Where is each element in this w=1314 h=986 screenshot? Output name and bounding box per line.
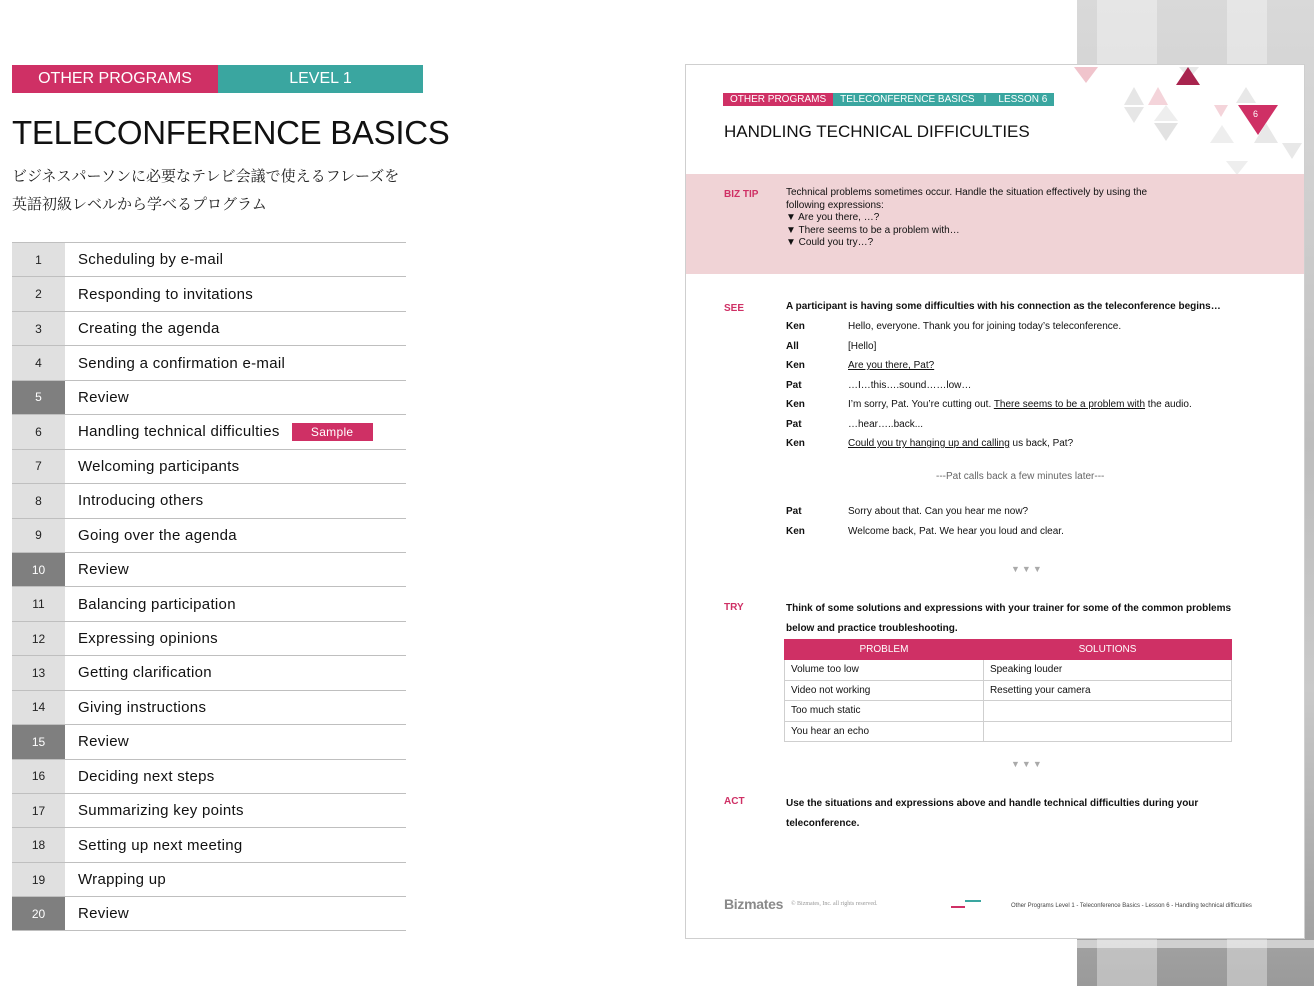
biztip-line-1: Technical problems sometimes occur. Handle the situation effectively by using the — [786, 187, 1148, 198]
act-label: ACT — [724, 796, 745, 807]
lesson-number: 19 — [12, 863, 65, 896]
lesson-row[interactable] — [12, 276, 406, 310]
lesson-title — [65, 760, 406, 793]
footer-lesson-path: Other Programs Level 1 - Teleconference Basics - Lesson 6 - Handling technical difficulties — [1011, 903, 1252, 909]
lesson-title — [65, 450, 406, 483]
lesson-number: 8 — [12, 484, 65, 517]
try-instructions — [786, 599, 1256, 639]
lesson-number: 6 — [12, 415, 65, 448]
lesson-title — [65, 346, 406, 379]
footer-copyright: © Bizmates, Inc. all rights reserved. — [791, 901, 878, 907]
try-line-1: Think of some solutions and expressions with your trainer for some of the common problems — [786, 603, 1232, 614]
lesson-title-text: Welcoming participants — [78, 457, 240, 475]
lesson-title-text: Review — [78, 561, 129, 579]
table-cell: Too much static — [785, 701, 984, 722]
lesson-title — [65, 484, 406, 517]
see-intro: A participant is having some difficulties with his connection as the teleconference begins… — [786, 301, 1221, 312]
lesson-row[interactable] — [12, 896, 406, 930]
dialog-key-expression: There seems to be a problem with — [993, 399, 1146, 410]
lesson-number: 9 — [12, 519, 65, 552]
dialog-text: …I…this….sound……low… — [848, 380, 972, 391]
dialog-text: Welcome back, Pat. We hear you loud and clear. — [848, 526, 1064, 537]
lesson-title — [65, 243, 406, 276]
lesson-title-text: Going over the agenda — [78, 526, 237, 544]
dialog-speaker: Pat — [786, 380, 802, 391]
lesson-title — [65, 587, 406, 620]
table-row — [785, 680, 1232, 701]
dialog-speaker: Ken — [786, 526, 805, 537]
section-arrows: ▼▼▼ — [1011, 564, 1044, 574]
lesson-title — [65, 381, 406, 414]
dialog-speaker: Ken — [786, 321, 805, 332]
lesson-row[interactable] — [12, 242, 406, 276]
dialog-text: Are you there, Pat? — [848, 360, 935, 371]
lesson-title-text: Giving instructions — [78, 698, 207, 716]
program-tag: OTHER PROGRAMS — [12, 65, 218, 93]
lesson-list — [12, 242, 406, 931]
dialog-text — [848, 438, 1073, 449]
dialog-text: Hello, everyone. Thank you for joining today’s teleconference. — [848, 321, 1122, 332]
dialog-text: Sorry about that. Can you hear me now? — [848, 506, 1029, 517]
lesson-title — [65, 277, 406, 310]
biztip-line-2: following expressions: — [786, 199, 884, 211]
table-row — [785, 660, 1232, 681]
lesson-document-preview — [685, 64, 1305, 939]
decorative-triangles — [1066, 65, 1305, 175]
lesson-title — [65, 897, 406, 929]
biztip-item-3: ▼ Could you try…? — [786, 237, 874, 248]
see-label: SEE — [724, 303, 745, 314]
lesson-number: 20 — [12, 897, 65, 929]
lesson-title-text: Setting up next meeting — [78, 836, 243, 854]
lesson-row[interactable] — [12, 345, 406, 379]
lesson-number: 17 — [12, 794, 65, 827]
biztip-item-2: ▼ There seems to be a problem with… — [786, 224, 960, 236]
lesson-title-text: Scheduling by e-mail — [78, 251, 224, 269]
lesson-title-text: Responding to invitations — [78, 285, 254, 303]
dialog-text: …hear…..back... — [848, 419, 924, 430]
lesson-row[interactable] — [12, 793, 406, 827]
lesson-number: 3 — [12, 312, 65, 345]
lesson-number: 13 — [12, 656, 65, 689]
dialog-key-expression: Could you try hanging up and calling — [848, 438, 1010, 449]
biztip-item-1: ▼ Are you there, …? — [786, 212, 880, 223]
lesson-number: 14 — [12, 691, 65, 724]
dialog-text-part: us back, Pat? — [1009, 438, 1074, 449]
table-cell — [983, 721, 1231, 742]
lesson-row[interactable] — [12, 655, 406, 689]
lesson-number: 2 — [12, 277, 65, 310]
table-cell: Video not working — [785, 680, 984, 701]
lesson-number: 5 — [12, 381, 65, 414]
lesson-title-text: Review — [78, 733, 129, 751]
act-instructions — [786, 794, 1256, 834]
callback-note: ---Pat calls back a few minutes later--- — [936, 471, 1105, 482]
lesson-row[interactable] — [12, 759, 406, 793]
act-line-1: Use the situations and expressions above and handle technical difficulties during your — [786, 798, 1199, 809]
lesson-row[interactable] — [12, 552, 406, 586]
biztip-label: BIZ TIP — [724, 189, 759, 200]
dialog-speaker: Ken — [786, 438, 805, 449]
doc-program-tag: OTHER PROGRAMS — [723, 93, 833, 106]
lesson-row[interactable] — [12, 586, 406, 620]
doc-course-tag: TELECONFERENCE BASICS — [833, 93, 978, 106]
lesson-row[interactable] — [12, 311, 406, 345]
table-row — [785, 701, 1232, 722]
dialog-text-part: the audio. — [1145, 399, 1192, 410]
try-label: TRY — [724, 602, 744, 613]
sample-badge[interactable]: Sample — [292, 423, 373, 441]
lesson-row[interactable] — [12, 483, 406, 517]
lesson-title-text: Getting clarification — [78, 664, 212, 682]
table-header-problem: PROBLEM — [785, 640, 984, 660]
dialog-speaker: Pat — [786, 506, 802, 517]
lesson-title-text: Review — [78, 905, 129, 923]
lesson-title-text: Creating the agenda — [78, 320, 220, 338]
lesson-title-text: Handling technical difficulties — [78, 423, 280, 441]
lesson-row[interactable] — [12, 690, 406, 724]
page-title: TELECONFERENCE BASICS — [12, 114, 450, 151]
lesson-title-text: Summarizing key points — [78, 802, 244, 820]
lesson-number: 16 — [12, 760, 65, 793]
lesson-number: 18 — [12, 828, 65, 861]
dialog-text-part: I’m sorry, Pat. You’re cutting out. — [848, 399, 994, 410]
lesson-number: 15 — [12, 725, 65, 758]
lesson-title — [65, 794, 406, 827]
lesson-title — [65, 828, 406, 861]
lesson-title-text: Deciding next steps — [78, 767, 215, 785]
lesson-title — [65, 691, 406, 724]
bizmates-logo: Bizmates — [724, 896, 784, 912]
doc-tag-row — [723, 93, 1054, 106]
lesson-title-text: Sending a confirmation e-mail — [78, 354, 286, 372]
footer-logo-mark — [951, 900, 981, 910]
doc-title: HANDLING TECHNICAL DIFFICULTIES — [724, 122, 1030, 141]
table-row — [785, 721, 1232, 742]
dialog-speaker: Ken — [786, 360, 805, 371]
problem-solution-table — [784, 639, 1232, 742]
lesson-number: 7 — [12, 450, 65, 483]
lesson-number: 10 — [12, 553, 65, 586]
lesson-title — [65, 415, 406, 448]
table-header-solutions: SOLUTIONS — [983, 640, 1231, 660]
lesson-number: 1 — [12, 243, 65, 276]
lesson-title — [65, 656, 406, 689]
section-arrows: ▼▼▼ — [1011, 759, 1044, 769]
lesson-row[interactable] — [12, 724, 406, 758]
lesson-row[interactable] — [12, 862, 406, 896]
dialog-speaker: Ken — [786, 399, 805, 410]
lesson-row[interactable] — [12, 414, 406, 448]
lesson-row[interactable] — [12, 518, 406, 552]
dialog-text: [Hello] — [848, 341, 877, 352]
lesson-title-text: Balancing participation — [78, 595, 236, 613]
biztip-text — [786, 187, 1206, 250]
lesson-title-text: Wrapping up — [78, 871, 167, 889]
lesson-row[interactable] — [12, 449, 406, 483]
table-cell: Resetting your camera — [983, 680, 1231, 701]
lesson-number: 11 — [12, 587, 65, 620]
lesson-title — [65, 553, 406, 586]
subtitle-line-1: ビジネスパーソンに必要なテレビ会議で使えるフレーズを — [12, 168, 400, 185]
act-line-2: teleconference. — [786, 818, 860, 829]
program-tag-row — [12, 65, 423, 93]
lesson-number: 4 — [12, 346, 65, 379]
lesson-row[interactable] — [12, 380, 406, 414]
subtitle-line-2: 英語初級レベルから学べるプログラム — [12, 196, 267, 213]
dialog-speaker: All — [786, 341, 799, 352]
page-subtitle — [12, 163, 399, 219]
lesson-title-text: Introducing others — [78, 492, 204, 510]
lesson-number: 12 — [12, 622, 65, 655]
try-line-2: below and practice troubleshooting. — [786, 623, 958, 634]
lesson-title — [65, 863, 406, 896]
lesson-title — [65, 312, 406, 345]
lesson-title — [65, 622, 406, 655]
table-cell — [983, 701, 1231, 722]
level-tag: LEVEL 1 — [218, 65, 423, 93]
lesson-title-text: Expressing opinions — [78, 630, 218, 648]
doc-lesson-tag: LESSON 6 — [991, 93, 1054, 106]
doc-tag-separator: I — [979, 93, 992, 106]
lesson-title-text: Review — [78, 388, 129, 406]
lesson-title — [65, 725, 406, 758]
lesson-row[interactable] — [12, 827, 406, 861]
table-cell: Speaking louder — [983, 660, 1231, 681]
lesson-row[interactable] — [12, 621, 406, 655]
lesson-title — [65, 519, 406, 552]
dialog-speaker: Pat — [786, 419, 802, 430]
table-cell: Volume too low — [785, 660, 984, 681]
table-cell: You hear an echo — [785, 721, 984, 742]
doc-lesson-number: 6 — [1253, 109, 1259, 119]
dialog-text — [848, 399, 1192, 410]
